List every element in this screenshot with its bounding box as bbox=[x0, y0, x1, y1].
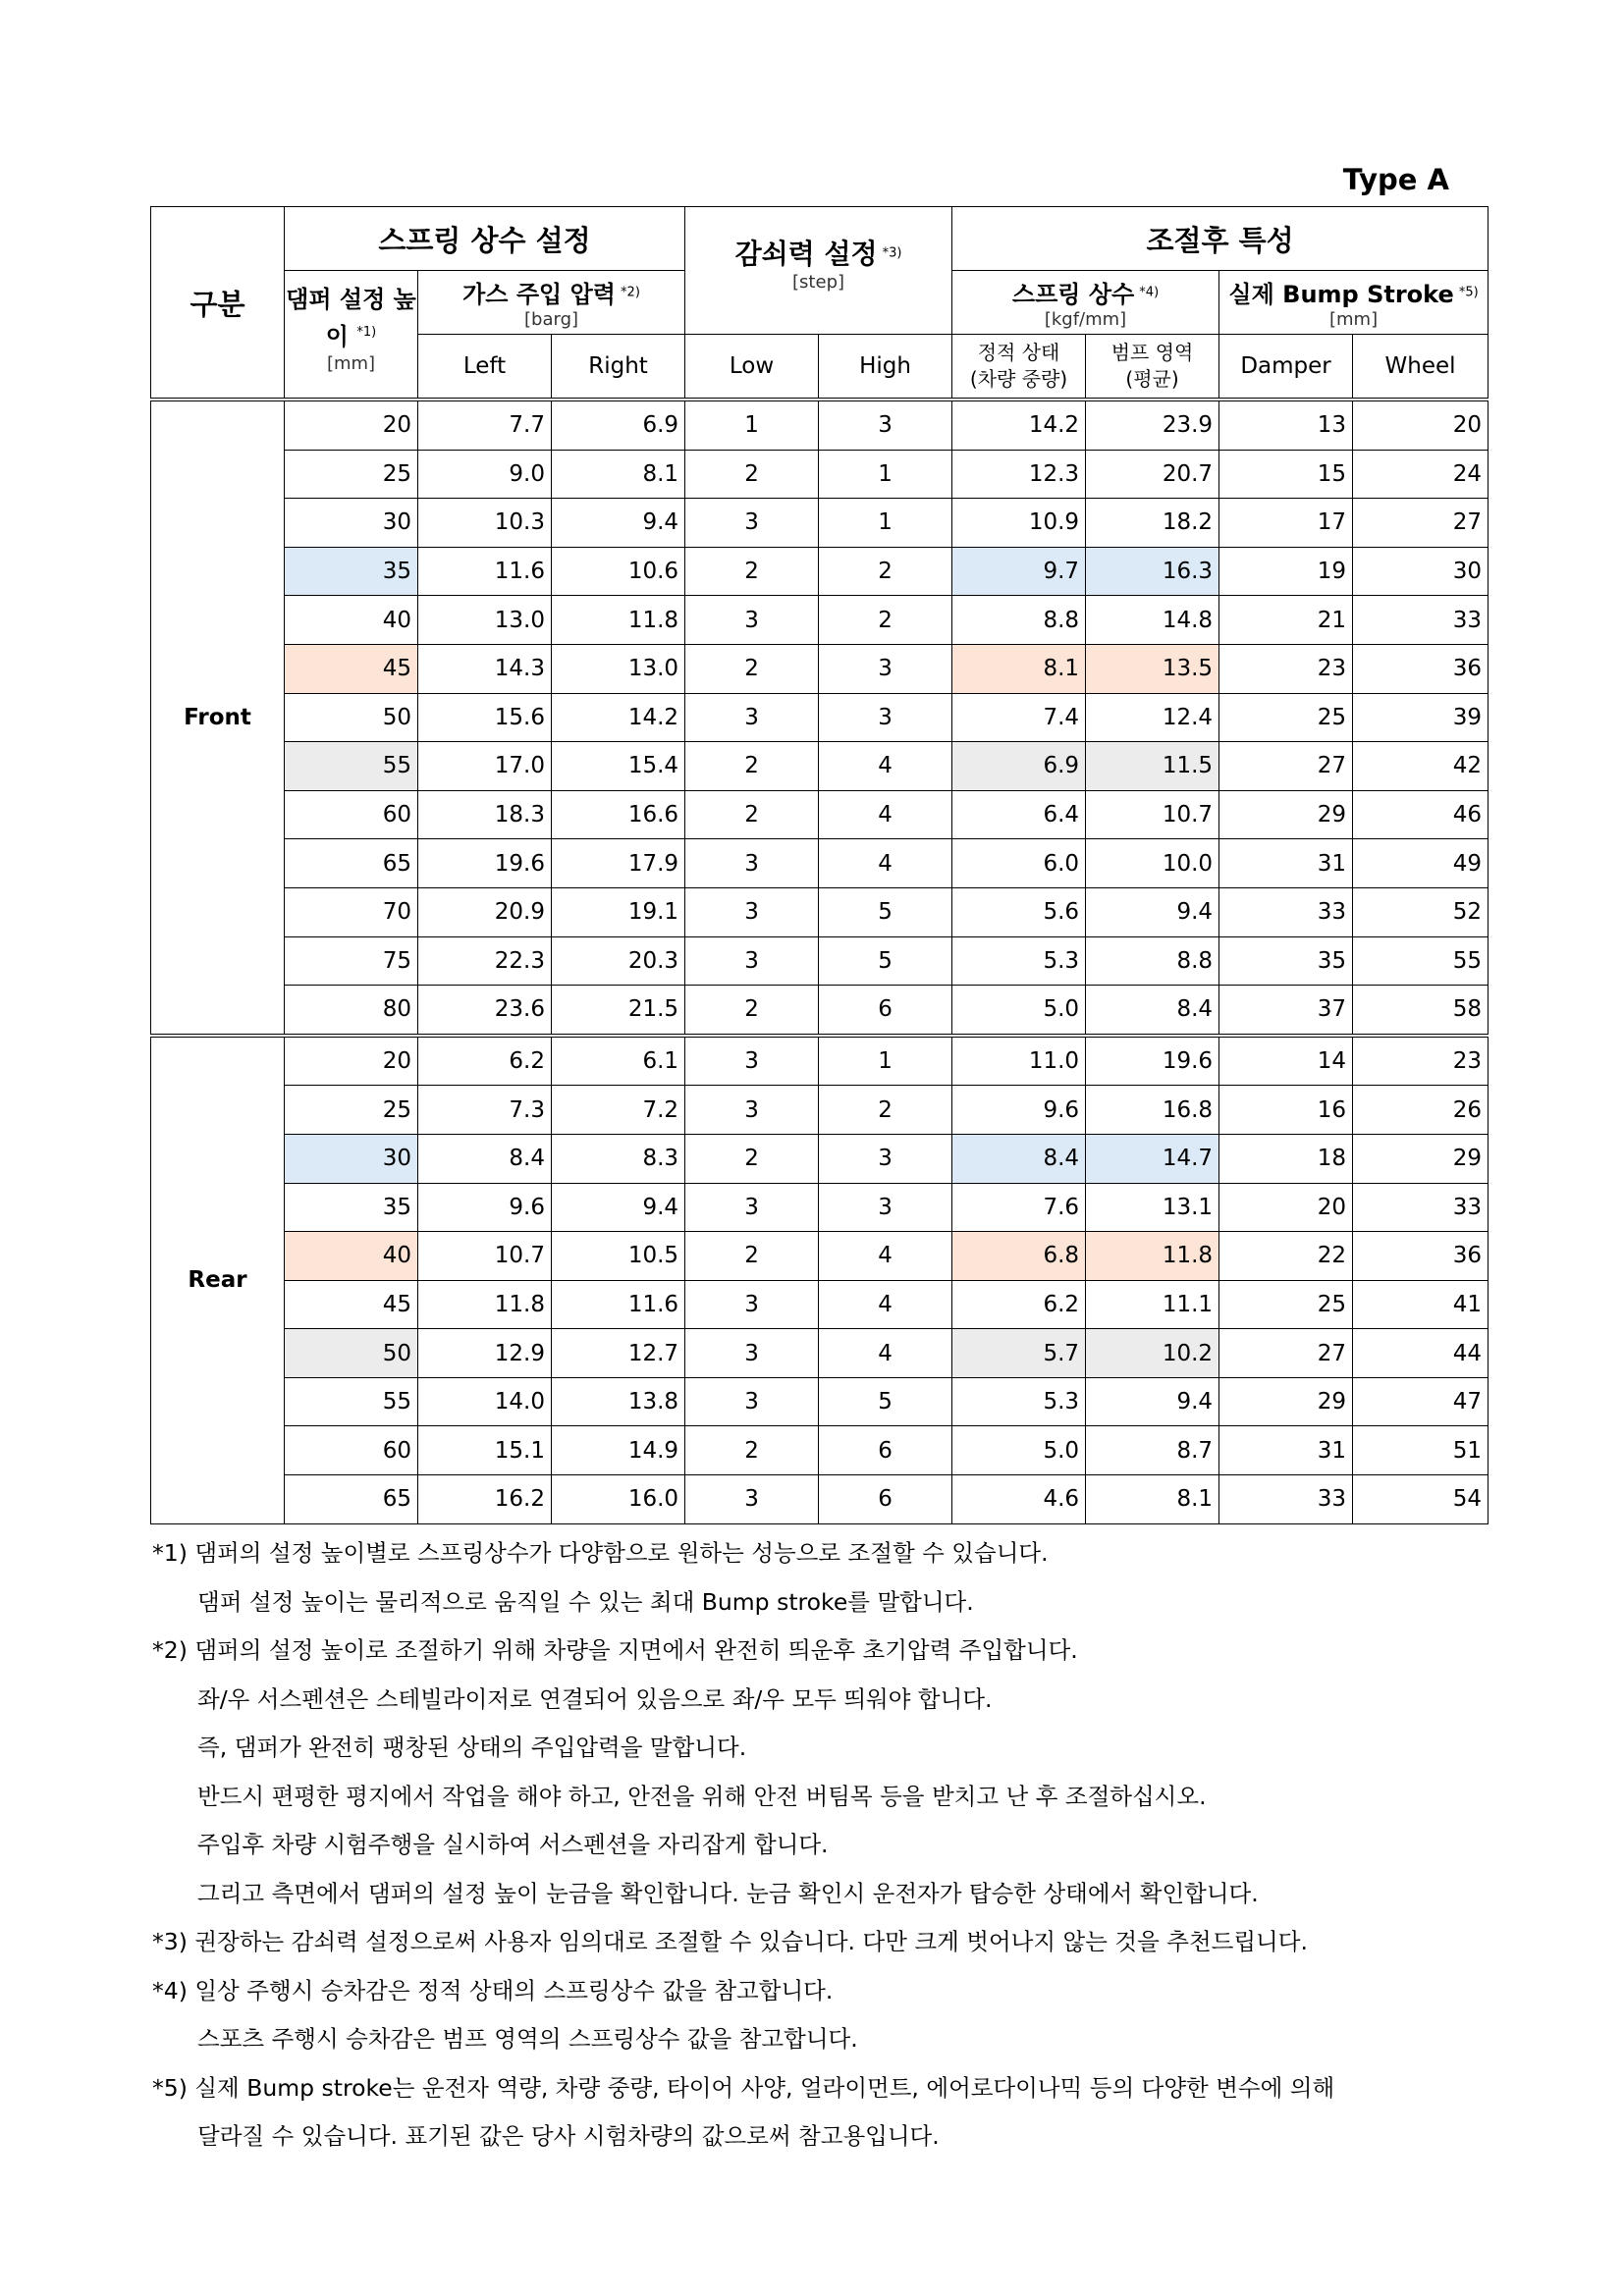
front-cell-damp-low: 2 bbox=[685, 742, 819, 791]
front-cell-height: 60 bbox=[285, 790, 418, 839]
rear-cell-gas-left: 10.7 bbox=[418, 1232, 552, 1281]
rear-cell-stroke-wheel: 29 bbox=[1353, 1134, 1489, 1183]
front-cell-damp-high: 4 bbox=[819, 839, 952, 888]
rear-cell-gas-left: 7.3 bbox=[418, 1086, 552, 1135]
front-cell-stroke-damper: 35 bbox=[1219, 936, 1353, 986]
front-cell-gas-left: 22.3 bbox=[418, 936, 552, 986]
rear-cell-height: 35 bbox=[285, 1183, 418, 1232]
table-row bbox=[151, 1475, 1489, 1524]
header-bump-stroke-unit: [mm] bbox=[1328, 309, 1379, 330]
table-row bbox=[151, 887, 1489, 936]
header-damping-title: 감쇠력 설정 bbox=[734, 238, 878, 270]
rear-cell-gas-right: 9.4 bbox=[552, 1183, 685, 1232]
rear-cell-damp-low: 2 bbox=[685, 1232, 819, 1281]
rear-cell-damp-high: 6 bbox=[819, 1475, 952, 1524]
rear-cell-gas-left: 11.8 bbox=[418, 1280, 552, 1329]
rear-cell-damp-low: 3 bbox=[685, 1036, 819, 1086]
front-cell-stroke-wheel: 42 bbox=[1353, 742, 1489, 791]
table-row bbox=[151, 450, 1489, 499]
table-row bbox=[151, 936, 1489, 986]
table-row bbox=[151, 547, 1489, 596]
spring-spec-table bbox=[150, 206, 1489, 1524]
rear-cell-height: 20 bbox=[285, 1036, 418, 1086]
rear-cell-gas-left: 8.4 bbox=[418, 1134, 552, 1183]
footnote-line: *4) 일상 주행시 승차감은 정적 상태의 스프링상수 값을 참고합니다. bbox=[152, 1976, 834, 2004]
front-cell-gas-right: 19.1 bbox=[552, 887, 685, 936]
header-gas-pressure-title: 가스 주입 압력 bbox=[462, 281, 616, 308]
front-cell-stroke-wheel: 58 bbox=[1353, 986, 1489, 1036]
header-static-b: (차량 중량) bbox=[969, 367, 1068, 391]
header-wheel: Wheel bbox=[1353, 335, 1489, 400]
front-cell-gas-right: 13.0 bbox=[552, 644, 685, 693]
front-cell-gas-right: 20.3 bbox=[552, 936, 685, 986]
rear-cell-gas-left: 14.0 bbox=[418, 1377, 552, 1426]
front-cell-stroke-damper: 17 bbox=[1219, 499, 1353, 548]
header-static bbox=[952, 335, 1086, 400]
front-cell-spring-static: 8.1 bbox=[952, 644, 1086, 693]
front-cell-spring-bump: 10.0 bbox=[1086, 839, 1219, 888]
header-right: Right bbox=[552, 335, 685, 400]
table-row bbox=[151, 596, 1489, 645]
front-cell-height: 35 bbox=[285, 547, 418, 596]
front-cell-stroke-damper: 19 bbox=[1219, 547, 1353, 596]
footnotes bbox=[152, 1529, 1527, 2162]
header-gubun: 구분 bbox=[151, 207, 285, 400]
front-cell-damp-low: 3 bbox=[685, 499, 819, 548]
rear-cell-stroke-wheel: 44 bbox=[1353, 1329, 1489, 1378]
rear-cell-gas-left: 12.9 bbox=[418, 1329, 552, 1378]
front-cell-damp-high: 4 bbox=[819, 742, 952, 791]
rear-cell-stroke-damper: 22 bbox=[1219, 1232, 1353, 1281]
rear-cell-damp-low: 3 bbox=[685, 1329, 819, 1378]
rear-cell-damp-low: 2 bbox=[685, 1426, 819, 1475]
rear-cell-damp-high: 3 bbox=[819, 1183, 952, 1232]
front-section-label: Front bbox=[151, 400, 285, 1036]
rear-cell-gas-right: 13.8 bbox=[552, 1377, 685, 1426]
front-cell-gas-right: 6.9 bbox=[552, 400, 685, 450]
front-cell-height: 50 bbox=[285, 693, 418, 742]
front-cell-stroke-damper: 27 bbox=[1219, 742, 1353, 791]
type-label: Type A bbox=[1342, 163, 1449, 196]
rear-cell-gas-left: 9.6 bbox=[418, 1183, 552, 1232]
rear-cell-spring-bump: 10.2 bbox=[1086, 1329, 1219, 1378]
table-row bbox=[151, 839, 1489, 888]
rear-cell-spring-static: 6.2 bbox=[952, 1280, 1086, 1329]
rear-cell-spring-static: 7.6 bbox=[952, 1183, 1086, 1232]
front-cell-damp-high: 5 bbox=[819, 887, 952, 936]
front-cell-spring-static: 5.3 bbox=[952, 936, 1086, 986]
table-row bbox=[151, 1329, 1489, 1378]
header-static-a: 정적 상태 bbox=[977, 341, 1060, 364]
rear-cell-stroke-damper: 14 bbox=[1219, 1036, 1353, 1086]
rear-cell-damp-high: 4 bbox=[819, 1232, 952, 1281]
table-row bbox=[151, 986, 1489, 1036]
front-cell-height: 65 bbox=[285, 839, 418, 888]
front-cell-stroke-damper: 33 bbox=[1219, 887, 1353, 936]
header-damper-height-unit: [mm] bbox=[326, 353, 376, 374]
rear-cell-spring-static: 11.0 bbox=[952, 1036, 1086, 1086]
header-bump-stroke-title: 실제 Bump Stroke bbox=[1228, 281, 1454, 308]
rear-cell-spring-static: 8.4 bbox=[952, 1134, 1086, 1183]
front-cell-spring-bump: 9.4 bbox=[1086, 887, 1219, 936]
front-cell-gas-left: 11.6 bbox=[418, 547, 552, 596]
rear-cell-height: 65 bbox=[285, 1475, 418, 1524]
front-cell-gas-left: 23.6 bbox=[418, 986, 552, 1036]
rear-cell-gas-left: 16.2 bbox=[418, 1475, 552, 1524]
front-cell-damp-high: 3 bbox=[819, 644, 952, 693]
table-row bbox=[151, 1086, 1489, 1135]
rear-cell-stroke-damper: 29 bbox=[1219, 1377, 1353, 1426]
front-cell-damp-high: 6 bbox=[819, 986, 952, 1036]
front-cell-damp-low: 3 bbox=[685, 693, 819, 742]
table-row bbox=[151, 644, 1489, 693]
front-cell-damp-high: 1 bbox=[819, 450, 952, 499]
rear-cell-spring-bump: 9.4 bbox=[1086, 1377, 1219, 1426]
front-cell-stroke-wheel: 52 bbox=[1353, 887, 1489, 936]
header-spring-const-title: 스프링 상수 bbox=[1011, 281, 1135, 308]
front-cell-damp-low: 3 bbox=[685, 887, 819, 936]
rear-cell-height: 55 bbox=[285, 1377, 418, 1426]
rear-cell-stroke-wheel: 47 bbox=[1353, 1377, 1489, 1426]
front-cell-spring-static: 7.4 bbox=[952, 693, 1086, 742]
table-row bbox=[151, 790, 1489, 839]
header-spring-const-unit: [kgf/mm] bbox=[1044, 309, 1127, 330]
rear-cell-stroke-damper: 27 bbox=[1219, 1329, 1353, 1378]
rear-cell-stroke-damper: 16 bbox=[1219, 1086, 1353, 1135]
front-cell-height: 55 bbox=[285, 742, 418, 791]
front-cell-stroke-wheel: 20 bbox=[1353, 400, 1489, 450]
header-bump-b: (평균) bbox=[1125, 367, 1179, 391]
footnote-line: 반드시 편평한 평지에서 작업을 해야 하고, 안전을 위해 안전 버팀목 등을 받치고 난 후 조절하십시오. bbox=[197, 1782, 1207, 1810]
rear-cell-spring-bump: 11.8 bbox=[1086, 1232, 1219, 1281]
front-cell-stroke-wheel: 36 bbox=[1353, 644, 1489, 693]
rear-cell-damp-high: 4 bbox=[819, 1280, 952, 1329]
header-damping-unit: [step] bbox=[792, 272, 845, 293]
front-cell-stroke-damper: 29 bbox=[1219, 790, 1353, 839]
front-cell-stroke-wheel: 24 bbox=[1353, 450, 1489, 499]
header-bump-zone bbox=[1086, 335, 1219, 400]
rear-cell-stroke-damper: 18 bbox=[1219, 1134, 1353, 1183]
front-cell-stroke-damper: 13 bbox=[1219, 400, 1353, 450]
table-row bbox=[151, 1280, 1489, 1329]
rear-cell-damp-low: 3 bbox=[685, 1475, 819, 1524]
header-spring-const-note: *4) bbox=[1139, 285, 1160, 300]
front-cell-spring-bump: 14.8 bbox=[1086, 596, 1219, 645]
footnote-line: 즉, 댐퍼가 완전히 팽창된 상태의 주입압력을 말합니다. bbox=[197, 1734, 747, 1761]
front-cell-gas-left: 14.3 bbox=[418, 644, 552, 693]
front-cell-gas-left: 10.3 bbox=[418, 499, 552, 548]
front-cell-spring-static: 9.7 bbox=[952, 547, 1086, 596]
front-cell-spring-bump: 23.9 bbox=[1086, 400, 1219, 450]
header-after-adjust: 조절후 특성 bbox=[952, 207, 1489, 271]
rear-cell-gas-right: 6.1 bbox=[552, 1036, 685, 1086]
front-cell-gas-right: 15.4 bbox=[552, 742, 685, 791]
front-cell-stroke-wheel: 49 bbox=[1353, 839, 1489, 888]
front-cell-stroke-wheel: 39 bbox=[1353, 693, 1489, 742]
front-cell-height: 80 bbox=[285, 986, 418, 1036]
front-cell-stroke-damper: 21 bbox=[1219, 596, 1353, 645]
front-cell-gas-left: 13.0 bbox=[418, 596, 552, 645]
front-cell-gas-right: 16.6 bbox=[552, 790, 685, 839]
rear-cell-damp-high: 4 bbox=[819, 1329, 952, 1378]
front-cell-gas-left: 15.6 bbox=[418, 693, 552, 742]
front-cell-damp-high: 5 bbox=[819, 936, 952, 986]
footnote-line: 좌/우 서스펜션은 스테빌라이저로 연결되어 있음으로 좌/우 모두 띄워야 합니다. bbox=[197, 1684, 993, 1713]
front-cell-damp-low: 2 bbox=[685, 547, 819, 596]
front-cell-gas-right: 14.2 bbox=[552, 693, 685, 742]
front-cell-stroke-damper: 37 bbox=[1219, 986, 1353, 1036]
rear-cell-stroke-wheel: 36 bbox=[1353, 1232, 1489, 1281]
rear-cell-stroke-wheel: 41 bbox=[1353, 1280, 1489, 1329]
front-cell-gas-right: 11.8 bbox=[552, 596, 685, 645]
header-gas-pressure-note: *2) bbox=[621, 285, 640, 300]
front-cell-spring-static: 6.4 bbox=[952, 790, 1086, 839]
header-damping-note: *3) bbox=[882, 245, 902, 261]
header-left: Left bbox=[418, 335, 552, 400]
front-cell-damp-high: 2 bbox=[819, 547, 952, 596]
rear-cell-height: 30 bbox=[285, 1134, 418, 1183]
header-high: High bbox=[819, 335, 952, 400]
table-row bbox=[151, 1426, 1489, 1475]
front-cell-spring-bump: 10.7 bbox=[1086, 790, 1219, 839]
front-cell-spring-bump: 8.8 bbox=[1086, 936, 1219, 986]
front-cell-stroke-wheel: 55 bbox=[1353, 936, 1489, 986]
front-cell-damp-high: 1 bbox=[819, 499, 952, 548]
rear-cell-stroke-wheel: 23 bbox=[1353, 1036, 1489, 1086]
rear-cell-spring-bump: 19.6 bbox=[1086, 1036, 1219, 1086]
table-row bbox=[151, 499, 1489, 548]
front-cell-damp-high: 4 bbox=[819, 790, 952, 839]
rear-cell-stroke-damper: 20 bbox=[1219, 1183, 1353, 1232]
front-cell-gas-right: 17.9 bbox=[552, 839, 685, 888]
footnote-line: 그리고 측면에서 댐퍼의 설정 높이 눈금을 확인합니다. 눈금 확인시 운전자가 탑승한 상태에서 확인합니다. bbox=[197, 1879, 1259, 1907]
footnote-line: 댐퍼 설정 높이는 물리적으로 움직일 수 있는 최대 Bump stroke를 말합니다. bbox=[197, 1587, 974, 1616]
front-cell-gas-right: 8.1 bbox=[552, 450, 685, 499]
rear-cell-damp-low: 2 bbox=[685, 1134, 819, 1183]
front-cell-spring-bump: 11.5 bbox=[1086, 742, 1219, 791]
front-cell-gas-left: 20.9 bbox=[418, 887, 552, 936]
footnote-line: 달라질 수 있습니다. 표기된 값은 당사 시험차량의 값으로써 참고용입니다. bbox=[197, 2122, 940, 2150]
front-cell-stroke-wheel: 33 bbox=[1353, 596, 1489, 645]
rear-cell-damp-low: 3 bbox=[685, 1377, 819, 1426]
header-damper: Damper bbox=[1219, 335, 1353, 400]
front-cell-gas-left: 17.0 bbox=[418, 742, 552, 791]
front-cell-damp-low: 2 bbox=[685, 450, 819, 499]
header-spring-const bbox=[952, 271, 1219, 335]
table-row bbox=[151, 1134, 1489, 1183]
table-row bbox=[151, 400, 1489, 450]
front-cell-height: 75 bbox=[285, 936, 418, 986]
front-cell-spring-bump: 20.7 bbox=[1086, 450, 1219, 499]
rear-cell-damp-low: 3 bbox=[685, 1086, 819, 1135]
rear-cell-damp-high: 6 bbox=[819, 1426, 952, 1475]
rear-cell-gas-right: 10.5 bbox=[552, 1232, 685, 1281]
rear-cell-gas-right: 8.3 bbox=[552, 1134, 685, 1183]
rear-section-label: Rear bbox=[151, 1036, 285, 1523]
rear-cell-spring-bump: 13.1 bbox=[1086, 1183, 1219, 1232]
front-cell-gas-left: 9.0 bbox=[418, 450, 552, 499]
rear-cell-spring-static: 5.0 bbox=[952, 1426, 1086, 1475]
rear-cell-gas-right: 16.0 bbox=[552, 1475, 685, 1524]
rear-cell-height: 45 bbox=[285, 1280, 418, 1329]
rear-cell-spring-bump: 11.1 bbox=[1086, 1280, 1219, 1329]
rear-cell-spring-static: 9.6 bbox=[952, 1086, 1086, 1135]
front-cell-spring-static: 5.6 bbox=[952, 887, 1086, 936]
rear-cell-height: 50 bbox=[285, 1329, 418, 1378]
rear-cell-gas-right: 14.9 bbox=[552, 1426, 685, 1475]
front-cell-damp-high: 3 bbox=[819, 693, 952, 742]
front-cell-stroke-wheel: 30 bbox=[1353, 547, 1489, 596]
front-cell-damp-high: 2 bbox=[819, 596, 952, 645]
footnote-line: 주입후 차량 시험주행을 실시하여 서스펜션을 자리잡게 합니다. bbox=[197, 1831, 829, 1858]
header-gas-pressure-unit: [barg] bbox=[524, 309, 579, 330]
header-bump-stroke-note: *5) bbox=[1458, 285, 1479, 300]
front-cell-damp-low: 2 bbox=[685, 644, 819, 693]
front-cell-damp-low: 3 bbox=[685, 839, 819, 888]
header-gas-pressure bbox=[418, 271, 685, 335]
rear-cell-gas-right: 7.2 bbox=[552, 1086, 685, 1135]
rear-cell-stroke-damper: 31 bbox=[1219, 1426, 1353, 1475]
front-cell-damp-low: 2 bbox=[685, 986, 819, 1036]
table-row bbox=[151, 1036, 1489, 1086]
front-cell-stroke-damper: 25 bbox=[1219, 693, 1353, 742]
rear-cell-spring-bump: 16.8 bbox=[1086, 1086, 1219, 1135]
rear-cell-damp-low: 3 bbox=[685, 1183, 819, 1232]
front-cell-height: 20 bbox=[285, 400, 418, 450]
front-cell-height: 70 bbox=[285, 887, 418, 936]
rear-cell-height: 60 bbox=[285, 1426, 418, 1475]
rear-cell-damp-low: 3 bbox=[685, 1280, 819, 1329]
header-bump-a: 범프 영역 bbox=[1110, 341, 1194, 364]
footnote-line: *5) 실제 Bump stroke는 운전자 역량, 차량 중량, 타이어 사양, 얼라이먼트, 에어로다이나믹 등의 다양한 변수에 의해 bbox=[152, 2073, 1335, 2102]
front-cell-damp-low: 3 bbox=[685, 936, 819, 986]
rear-cell-gas-left: 15.1 bbox=[418, 1426, 552, 1475]
rear-cell-gas-right: 12.7 bbox=[552, 1329, 685, 1378]
front-cell-gas-right: 9.4 bbox=[552, 499, 685, 548]
rear-cell-damp-high: 5 bbox=[819, 1377, 952, 1426]
header-damper-height-note: *1) bbox=[356, 325, 377, 340]
header-damper-height-title: 댐퍼 설정 높이 bbox=[286, 286, 416, 350]
front-cell-damp-low: 3 bbox=[685, 596, 819, 645]
rear-cell-spring-static: 6.8 bbox=[952, 1232, 1086, 1281]
header-damper-height bbox=[285, 271, 418, 400]
front-cell-stroke-damper: 15 bbox=[1219, 450, 1353, 499]
header-bump-stroke bbox=[1219, 271, 1489, 335]
front-cell-height: 25 bbox=[285, 450, 418, 499]
rear-cell-spring-bump: 8.1 bbox=[1086, 1475, 1219, 1524]
front-cell-spring-bump: 16.3 bbox=[1086, 547, 1219, 596]
footnote-line: *2) 댐퍼의 설정 높이로 조절하기 위해 차량을 지면에서 완전히 띄운후 초기압력 주입합니다. bbox=[152, 1636, 1078, 1664]
rear-cell-damp-high: 3 bbox=[819, 1134, 952, 1183]
footnote-line: *1) 댐퍼의 설정 높이별로 스프링상수가 다양함으로 원하는 성능으로 조절할 수 있습니다. bbox=[152, 1539, 1049, 1567]
front-cell-height: 45 bbox=[285, 644, 418, 693]
front-cell-gas-left: 7.7 bbox=[418, 400, 552, 450]
front-cell-spring-static: 5.0 bbox=[952, 986, 1086, 1036]
front-cell-spring-static: 6.0 bbox=[952, 839, 1086, 888]
rear-cell-stroke-wheel: 51 bbox=[1353, 1426, 1489, 1475]
table-row bbox=[151, 1232, 1489, 1281]
front-cell-stroke-wheel: 27 bbox=[1353, 499, 1489, 548]
front-cell-stroke-damper: 31 bbox=[1219, 839, 1353, 888]
front-cell-spring-bump: 18.2 bbox=[1086, 499, 1219, 548]
front-cell-stroke-damper: 23 bbox=[1219, 644, 1353, 693]
front-cell-spring-static: 14.2 bbox=[952, 400, 1086, 450]
front-cell-spring-bump: 13.5 bbox=[1086, 644, 1219, 693]
footnote-line: *3) 권장하는 감쇠력 설정으로써 사용자 임의대로 조절할 수 있습니다. 다만 크게 벗어나지 않는 것을 추천드립니다. bbox=[152, 1928, 1308, 1955]
front-cell-height: 40 bbox=[285, 596, 418, 645]
rear-cell-stroke-damper: 33 bbox=[1219, 1475, 1353, 1524]
front-cell-spring-bump: 12.4 bbox=[1086, 693, 1219, 742]
front-cell-spring-static: 10.9 bbox=[952, 499, 1086, 548]
table-row bbox=[151, 693, 1489, 742]
header-low: Low bbox=[685, 335, 819, 400]
rear-cell-spring-static: 5.3 bbox=[952, 1377, 1086, 1426]
front-cell-damp-high: 3 bbox=[819, 400, 952, 450]
table-row bbox=[151, 742, 1489, 791]
front-cell-gas-right: 10.6 bbox=[552, 547, 685, 596]
table-row bbox=[151, 1183, 1489, 1232]
front-cell-spring-bump: 8.4 bbox=[1086, 986, 1219, 1036]
front-cell-spring-static: 6.9 bbox=[952, 742, 1086, 791]
rear-cell-height: 25 bbox=[285, 1086, 418, 1135]
rear-cell-spring-static: 4.6 bbox=[952, 1475, 1086, 1524]
header-damping-setting bbox=[685, 207, 952, 335]
footnote-line: 스포츠 주행시 승차감은 범프 영역의 스프링상수 값을 참고합니다. bbox=[197, 2025, 858, 2053]
front-cell-damp-low: 2 bbox=[685, 790, 819, 839]
rear-cell-stroke-wheel: 33 bbox=[1353, 1183, 1489, 1232]
front-cell-height: 30 bbox=[285, 499, 418, 548]
rear-cell-gas-left: 6.2 bbox=[418, 1036, 552, 1086]
front-cell-stroke-wheel: 46 bbox=[1353, 790, 1489, 839]
front-cell-spring-static: 8.8 bbox=[952, 596, 1086, 645]
rear-cell-spring-bump: 14.7 bbox=[1086, 1134, 1219, 1183]
rear-cell-height: 40 bbox=[285, 1232, 418, 1281]
front-cell-gas-right: 21.5 bbox=[552, 986, 685, 1036]
front-cell-gas-left: 19.6 bbox=[418, 839, 552, 888]
front-cell-spring-static: 12.3 bbox=[952, 450, 1086, 499]
rear-cell-damp-high: 2 bbox=[819, 1086, 952, 1135]
rear-cell-stroke-wheel: 26 bbox=[1353, 1086, 1489, 1135]
rear-cell-gas-right: 11.6 bbox=[552, 1280, 685, 1329]
rear-cell-spring-bump: 8.7 bbox=[1086, 1426, 1219, 1475]
header-spring-setting: 스프링 상수 설정 bbox=[285, 207, 685, 271]
front-cell-damp-low: 1 bbox=[685, 400, 819, 450]
rear-cell-spring-static: 5.7 bbox=[952, 1329, 1086, 1378]
front-cell-gas-left: 18.3 bbox=[418, 790, 552, 839]
table-row bbox=[151, 1377, 1489, 1426]
rear-cell-damp-high: 1 bbox=[819, 1036, 952, 1086]
rear-cell-stroke-wheel: 54 bbox=[1353, 1475, 1489, 1524]
rear-cell-stroke-damper: 25 bbox=[1219, 1280, 1353, 1329]
